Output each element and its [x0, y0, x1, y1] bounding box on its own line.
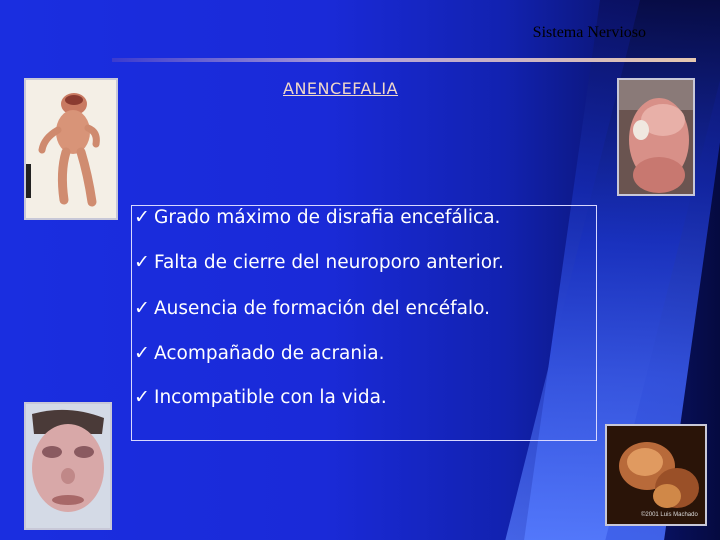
fetus-side-view-image — [619, 80, 693, 194]
ultrasound-3d-photo — [605, 424, 707, 526]
bullet-text: Incompatible con la vida. — [154, 387, 387, 408]
checkmark-icon: ✓ — [134, 206, 150, 228]
bullet-item — [134, 251, 504, 273]
slide-title: ANENCEFALIA — [283, 79, 399, 98]
fetus-full-body-photo — [24, 78, 118, 220]
bullet-text: Ausencia de formación del encéfalo. — [154, 298, 491, 319]
fetus-face-image — [26, 404, 110, 528]
ultrasound-credit: ©2001 Luis Machado — [641, 512, 698, 518]
header-topic: Sistema Nervioso — [532, 24, 646, 41]
bullet-item — [134, 206, 500, 228]
checkmark-icon: ✓ — [134, 297, 150, 319]
fetus-full-body-image — [26, 80, 116, 218]
checkmark-icon: ✓ — [134, 342, 150, 364]
fetus-side-view-photo — [617, 78, 695, 196]
bullet-item — [134, 297, 490, 319]
checkmark-icon: ✓ — [134, 251, 150, 273]
ultrasound-3d-image — [607, 426, 705, 524]
checkmark-icon: ✓ — [134, 386, 150, 408]
bullet-textbox — [131, 205, 597, 441]
bullet-text: Grado máximo de disrafia encefálica. — [154, 207, 501, 228]
bullet-item — [134, 386, 387, 408]
bullet-text: Acompañado de acrania. — [154, 343, 385, 364]
bullet-text: Falta de cierre del neuroporo anterior. — [154, 252, 504, 273]
fetus-face-photo — [24, 402, 112, 530]
bullet-item — [134, 342, 384, 364]
header-divider — [112, 58, 696, 62]
